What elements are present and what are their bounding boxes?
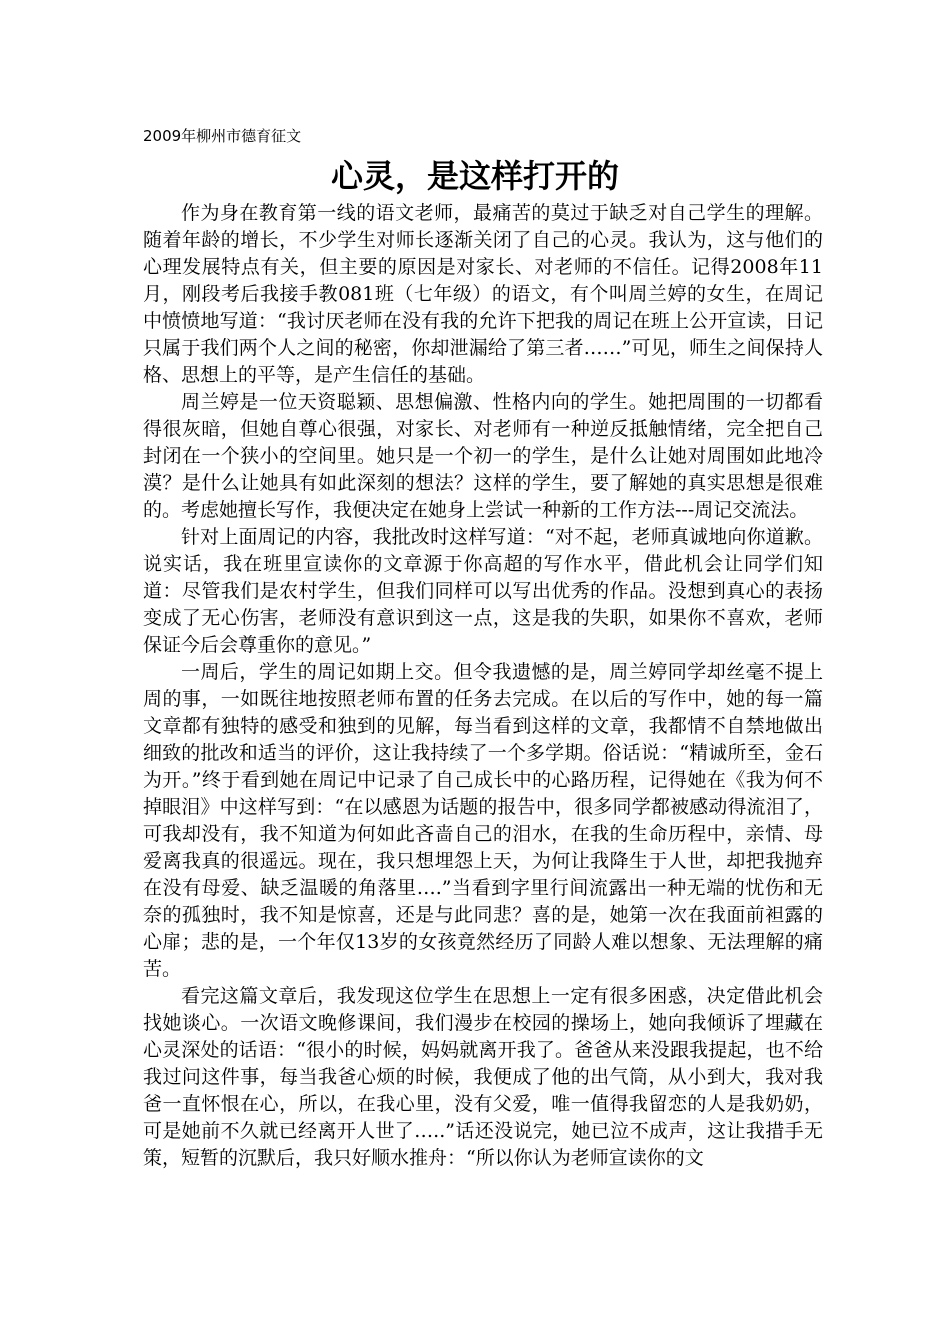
essay-category-header: 2009年柳州市德育征文 xyxy=(143,127,302,145)
paragraph: 针对上面周记的内容，我批改时这样写道：“对不起，老师真诚地向你道歉。说实话，我在班里宣读你的文章源于你高超的写作水平，借此机会让同学们知道：尽管我们是农村学生，但我们同样可以写出优秀的作品。没想到真心的表扬变成了无心伤害，老师没有意识到这一点，这是我的失职，如果你不喜欢，老师保证今后会尊重你的意见。” xyxy=(143,526,823,656)
article-body xyxy=(143,200,823,1172)
article-title: 心灵，是这样打开的 xyxy=(330,157,619,195)
paragraph: 一周后，学生的周记如期上交。但令我遗憾的是，周兰婷同学却丝毫不提上周的事，一如既往地按照老师布置的任务去完成。在以后的写作中，她的每一篇文章都有独特的感受和独到的见解，每当看到这样的文章，我都情不自禁地做出细致的批改和适当的评价，这让我持续了一个多学期。俗话说：“精诚所至，金石为开。”终于看到她在周记中记录了自己成长中的心路历程，记得她在《我为何不掉眼泪》中这样写到：“在以感恩为话题的报告中，很多同学都被感动得流泪了，可我却没有，我不知道为何如此吝啬自己的泪水，在我的生命历程中，亲情、母爱离我真的很遥远。现在，我只想埋怨上天，为何让我降生于人世，却把我抛弃在没有母爱、缺乏温暖的角落里….”当看到字里行间流露出一种无端的忧伤和无奈的孤独时，我不知是惊喜，还是与此同悲？喜的是，她第一次在我面前袒露的心扉；悲的是，一个年仅13岁的女孩竟然经历了同龄人难以想象、无法理解的痛苦。 xyxy=(143,661,823,980)
paragraph: 周兰婷是一位天资聪颖、思想偏激、性格内向的学生。她把周围的一切都看得很灰暗，但她自尊心很强，对家长、对老师有一种逆反抵触情绪，完全把自己封闭在一个狭小的空间里。她只是一个初一的学生，是什么让她对周围如此地冷漠？是什么让她具有如此深刻的想法？这样的学生，要了解她的真实思想是很难的。考虑她擅长写作，我便决定在她身上尝试一种新的工作方法---周记交流法。 xyxy=(143,391,823,521)
paragraph: 看完这篇文章后，我发现这位学生在思想上一定有很多困惑，决定借此机会找她谈心。一次语文晚修课间，我们漫步在校园的操场上，她向我倾诉了埋藏在心灵深处的话语：“很小的时候，妈妈就离开我了。爸爸从来没跟我提起，也不给我过问这件事，每当我爸心烦的时候，我便成了他的出气筒，从小到大，我对我爸一直怀恨在心，所以，在我心里，没有父爱，唯一值得我留恋的人是我奶奶，可是她前不久就已经离开人世了…..”话还没说完，她已泣不成声，这让我措手无策，短暂的沉默后，我只好顺水推舟：“所以你认为老师宣读你的文 xyxy=(143,985,823,1169)
paragraph: 作为身在教育第一线的语文老师，最痛苦的莫过于缺乏对自己学生的理解。随着年龄的增长，不少学生对师长逐渐关闭了自己的心灵。我认为，这与他们的心理发展特点有关，但主要的原因是对家长、对老师的不信任。记得2008年11月，刚段考后我接手教081班（七年级）的语文，有个叫周兰婷的女生，在周记中愤愤地写道：“我讨厌老师在没有我的允许下把我的周记在班上公开宣读，日记只属于我们两个人之间的秘密，你却泄漏给了第三者……”可见，师生之间保持人格、思想上的平等，是产生信任的基础。 xyxy=(143,202,823,386)
